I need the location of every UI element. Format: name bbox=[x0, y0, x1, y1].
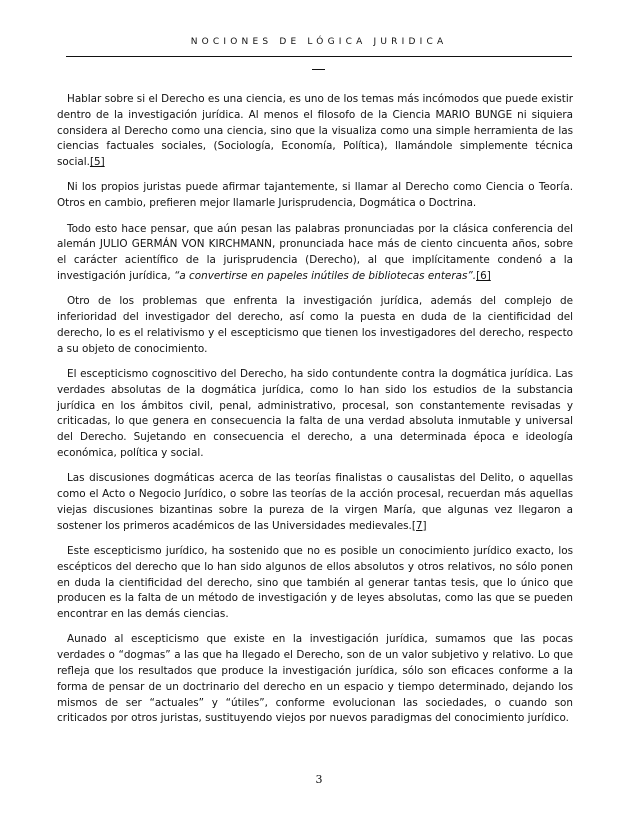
paragraph-text: Las discusiones dogmáticas acerca de las teorías finalistas o causalistas del Delito, o aquellas como el Acto o Negocio Jurídico, o sobre las teorías de la acción procesal, recuerdan más aquellas viejas discusiones bizantinas sobre la pureza de la virgen María, que algunas vez llegaron a sostener los primeros académicos de las Universidades medievales. bbox=[57, 472, 573, 532]
body-text bbox=[57, 92, 573, 737]
paragraph-text: Ni los propios juristas puede afirmar tajantemente, si llamar al Derecho como Ciencia o Teoría. Otros en cambio, prefieren mejor llamarle Jurisprudencia, Dogmática o Doctrina. bbox=[57, 181, 573, 210]
footnote-link-7[interactable]: [7] bbox=[411, 519, 427, 532]
paragraph-text: Todo esto hace pensar, que aún pesan las palabras pronunciadas por la clásica conferencia del alemán JULIO GERMÁN VON KIRCHMANN, pronunciada hace más de ciento cincuenta años, sobre el carácter acientífico de la jurisprudencia (Derecho), al que implícitamente condenó a la investigación jurídica, bbox=[57, 222, 573, 282]
paragraph-7 bbox=[57, 544, 573, 623]
kirchmann-quote: “a convertirse en papeles inútiles de bibliotecas enteras”. bbox=[174, 269, 477, 282]
page-number: 3 bbox=[315, 773, 323, 786]
paragraph-8 bbox=[57, 632, 573, 727]
paragraph-3 bbox=[57, 222, 573, 285]
header-rule bbox=[66, 56, 572, 57]
paragraph-5 bbox=[57, 367, 573, 462]
paragraph-text: Otro de los problemas que enfrenta la investigación jurídica, además del complejo de inferioridad del investigador del derecho, así como la puesta en duda de la cientificidad del derecho, lo es el relativismo y el escepticismo que tienen los investigadores del derecho, respecto a su objeto de conocimiento. bbox=[57, 295, 573, 355]
paragraph-2 bbox=[57, 180, 573, 212]
paragraph-1 bbox=[57, 92, 573, 171]
paragraph-text: Hablar sobre si el Derecho es una ciencia, es uno de los temas más incómodos que puede existir dentro de la investigación jurídica. Al menos el filosofo de la Ciencia MARIO BUNGE ni siquiera considera al Derecho como una ciencia, sino que la visualiza como una simple herramienta de las ciencias factuales sociales, (Sociología, Economía, Política), llamándole simplemente técnica social. bbox=[57, 93, 573, 169]
paragraph-6 bbox=[57, 471, 573, 534]
paragraph-text: El escepticismo cognoscitivo del Derecho, ha sido contundente contra la dogmática jurídica. Las verdades absolutas de la dogmática jurídica, como lo han sido los estudios de la substancia jurídica en los ámbitos civil, penal, administrativo, procesal, son constantemente revisadas y criticadas, lo que genera en consecuencia la falta de una verdad absoluta inmutable y universal del Derecho. Sujetando en consecuencia el derecho, a una determinada época e ideología económica, política y social. bbox=[57, 367, 573, 459]
footnote-link-5[interactable]: [5] bbox=[89, 156, 105, 169]
header-rule-continuation bbox=[312, 69, 325, 70]
paragraph-text: Este escepticismo jurídico, ha sostenido que no es posible un conocimiento jurídico exacto, los escépticos del derecho que lo han sido algunos de ellos absolutos y otros relativos, no sólo ponen en duda la cientificidad del derecho, sino que también al generar tantas tesis, que lo único que producen es la falta de un método de investigación y de leyes absolutas, como las que se pueden encontrar en las demás ciencias. bbox=[57, 544, 573, 621]
paragraph-text: Aunado al escepticismo que existe en la investigación jurídica, sumamos que las pocas verdades o “dogmas” a las que ha llegado el Derecho, son de un valor subjetivo y relativo. Lo que refleja que los resultados que produce la investigación jurídica, sólo son eficaces conforme a la forma de pensar de un doctrinario del derecho en un espacio y tiempo determinado, dejando los mismos de ser “actuales” y “útiles”, conforme evolucionan las sociedades, o cuando son criticados por otros juristas, sustituyendo viejos por nuevos paradigmas del conocimiento jurídico. bbox=[57, 633, 573, 725]
paragraph-4 bbox=[57, 294, 573, 357]
footnote-link-6[interactable]: [6] bbox=[476, 269, 491, 282]
running-header-title: NOCIONES DE LÓGICA JURIDICA bbox=[190, 37, 448, 47]
